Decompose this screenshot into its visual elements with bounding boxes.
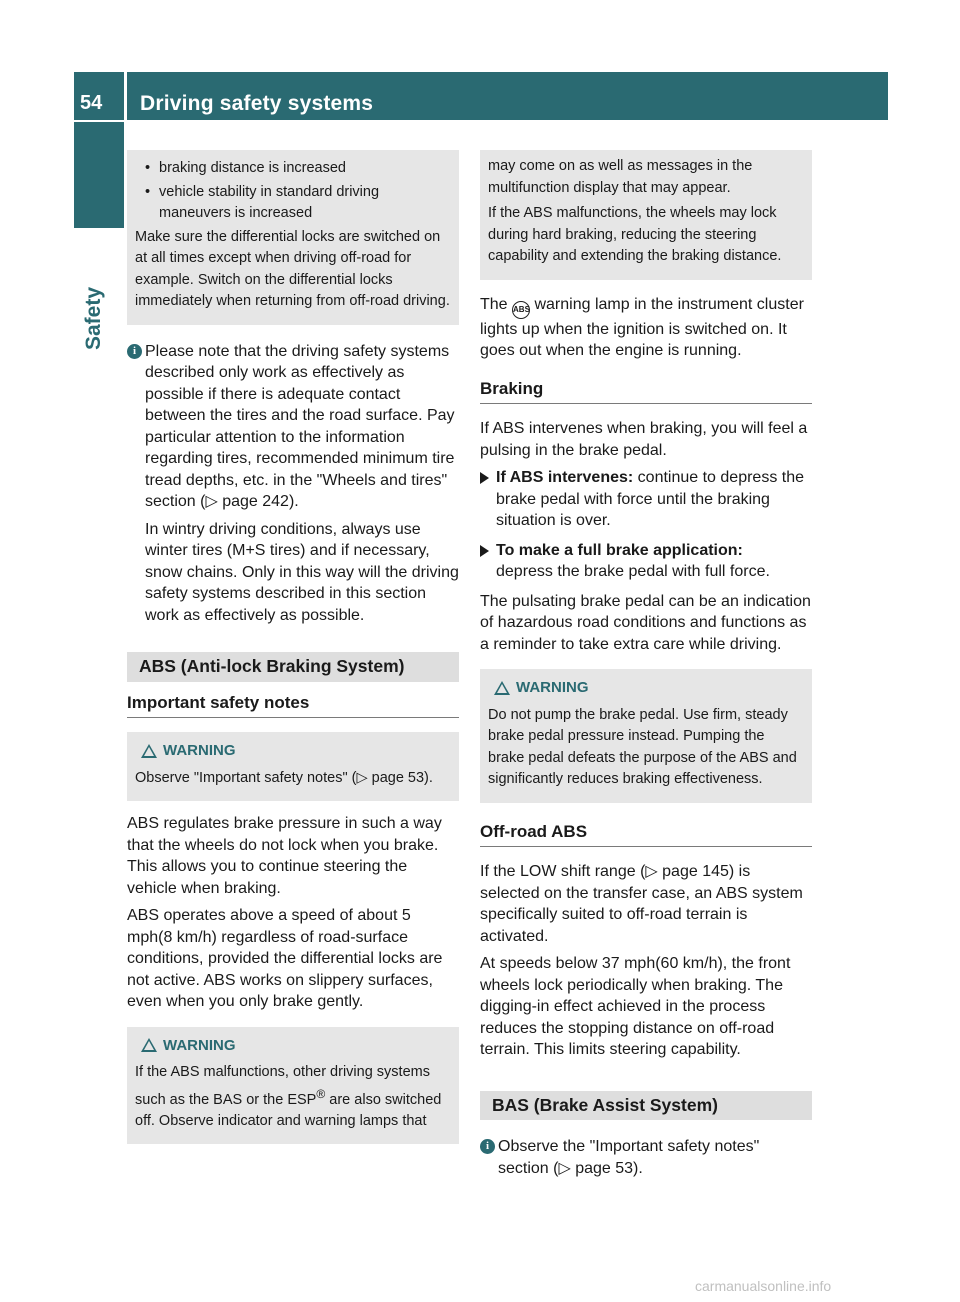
warning-label: WARNING: [163, 742, 236, 759]
subheading-important-safety-notes: Important safety notes: [127, 692, 459, 719]
instruction-step: [480, 467, 812, 532]
step-text: depress the brake pedal with full force.: [496, 563, 770, 580]
right-column: [480, 150, 812, 1185]
left-column: [127, 150, 459, 1144]
box-text: Make sure the differential locks are switched on at all times except when driving off-road for example. Switch on the differential locks immediately when returning from off-road driving.: [135, 228, 450, 309]
section-label: Safety: [82, 286, 105, 350]
warning-text: Do not pump the brake pedal. Use firm, steady brake pedal pressure instead. Pumping the brake pedal defeats the purpose of the ABS and significantly reduces braking effectiveness.: [488, 706, 797, 787]
warning-triangle-icon: [494, 681, 510, 695]
warning-box: [127, 1027, 459, 1145]
warning-box: [127, 732, 459, 801]
section-heading-bas: BAS (Brake Assist System): [480, 1091, 812, 1121]
continued-box: [127, 150, 459, 325]
instruction-step: [480, 540, 812, 583]
paragraph-part: The: [480, 295, 513, 313]
info-text: Please note that the driving safety systems described only work as effectively as possible if there is adequate contact between the tires and the road surface. Pay particular attention to the information regarding tires, recommended minimum tire tread depths, etc. in the "Wheels and tires" section (▷ page 242).: [145, 342, 455, 510]
warning-header: [494, 677, 804, 699]
info-text: Observe the "Important safety notes" section (▷ page 53).: [498, 1138, 760, 1177]
paragraph: ABS operates above a speed of about 5 mph(8 km/h) regardless of road-surface conditions, provided the differential locks are not active. ABS works on slippery surfaces, even when you only brake gently.: [127, 907, 443, 1010]
warning-header: [141, 740, 451, 762]
page-number: 54: [80, 92, 103, 114]
info-icon: i: [480, 1139, 495, 1154]
info-note: [127, 341, 459, 627]
warning-text-part: are also switched off. Observe indicator and warning lamps that: [135, 1091, 442, 1129]
warning-header: [141, 1035, 451, 1057]
warning-triangle-icon: [141, 744, 157, 758]
paragraph: The pulsating brake pedal can be an indication of hazardous road conditions and functions as a reminder to take extra care while driving.: [480, 592, 811, 653]
paragraph: If the LOW shift range (▷ page 145) is selected on the transfer case, an ABS system specifically suited to off-road terrain is activated.: [480, 863, 803, 945]
step-text: continue to depress the brake pedal with force until the braking situation is over.: [496, 469, 804, 529]
list-item: • braking distance is increased: [135, 158, 451, 180]
warning-triangle-icon: [141, 1038, 157, 1052]
info-note: [480, 1136, 812, 1179]
section-heading-abs: ABS (Anti-lock Braking System): [127, 652, 459, 682]
box-text: may come on as well as messages in the multifunction display that may appear.: [488, 158, 753, 196]
paragraph-part: warning lamp in the instrument cluster lights up when the ignition is switched on. It goes out when the engine is running.: [480, 295, 804, 359]
registered-mark: ®: [316, 1086, 326, 1101]
warning-text: Observe "Important safety notes" (▷ page 53).: [135, 769, 433, 786]
paragraph: ABS regulates brake pressure in such a way that the wheels do not lock when you brake. This allows you to continue steering the vehicle when braking.: [127, 815, 442, 897]
subheading-off-road-abs: Off-road ABS: [480, 821, 812, 848]
warning-box: [480, 669, 812, 803]
warning-label: WARNING: [516, 679, 589, 696]
warning-text-part: If the ABS malfunctions, other driving systems such as the BAS or the ESP: [135, 1064, 430, 1108]
side-tab: [74, 122, 124, 228]
continued-box: [480, 150, 812, 280]
info-text: In wintry driving conditions, always use winter tires (M+S tires) and if necessary, snow chains. Only in this way will the driving safety systems described in this section work as effectively as possible.: [145, 520, 459, 624]
list-item: • vehicle stability in standard driving maneuvers is increased: [135, 182, 451, 225]
header-separator: [124, 72, 127, 120]
step-bold: If ABS intervenes:: [496, 469, 634, 486]
warning-text: [135, 1062, 451, 1132]
abs-warning-lamp-icon: ABS: [512, 301, 530, 319]
paragraph: [480, 294, 812, 362]
subheading-braking: Braking: [480, 378, 812, 405]
warning-label: WARNING: [163, 1036, 236, 1054]
paragraph: At speeds below 37 mph(60 km/h), the front wheels lock periodically when braking. The digging-in effect achieved in the process reduces the stopping distance on off-road terrain. This limits steering capability.: [480, 955, 791, 1058]
step-bold: To make a full brake application:: [496, 541, 743, 559]
watermark: carmanualsonline.info: [695, 1278, 832, 1294]
box-text: If the ABS malfunctions, the wheels may lock during hard braking, reducing the steering capability and extending the braking distance.: [488, 205, 782, 264]
page-title: Driving safety systems: [140, 92, 374, 115]
info-icon: i: [127, 344, 142, 359]
paragraph: If ABS intervenes when braking, you will feel a pulsing in the brake pedal.: [480, 420, 808, 459]
